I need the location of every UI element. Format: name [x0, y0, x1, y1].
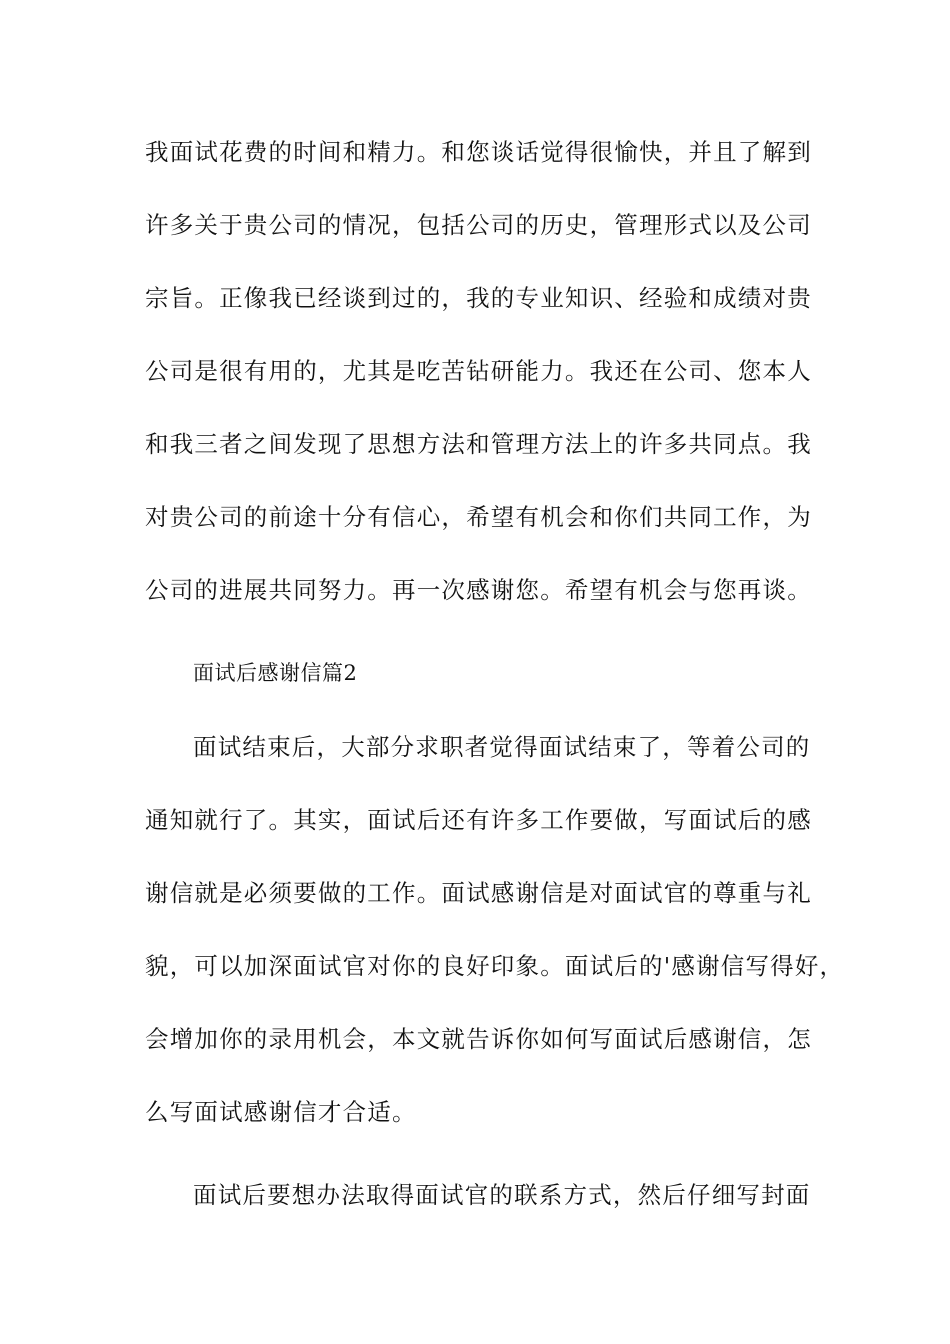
- paragraph-line: 谢信就是必须要做的工作。面试感谢信是对面试官的尊重与礼: [145, 879, 812, 907]
- paragraph-line: 和我三者之间发现了思想方法和管理方法上的许多共同点。我: [145, 430, 812, 458]
- paragraph-line: 公司是很有用的，尤其是吃苦钻研能力。我还在公司、您本人: [145, 357, 812, 385]
- paragraph-line: 通知就行了。其实，面试后还有许多工作要做，写面试后的感: [145, 806, 812, 834]
- paragraph-line: 会增加你的录用机会，本文就告诉你如何写面试后感谢信，怎: [145, 1025, 812, 1053]
- paragraph-line: 我面试花费的时间和精力。和您谈话觉得很愉快，并且了解到: [145, 138, 812, 166]
- paragraph-line: 对贵公司的前途十分有信心，希望有机会和你们共同工作，为: [145, 503, 812, 531]
- paragraph-line: 面试结束后，大部分求职者觉得面试结束了，等着公司的: [193, 733, 811, 761]
- paragraph-line: 么写面试感谢信才合适。: [145, 1098, 417, 1126]
- paragraph-line: 公司的进展共同努力。再一次感谢您。希望有机会与您再谈。: [145, 576, 812, 604]
- paragraph-line: 许多关于贵公司的情况，包括公司的历史，管理形式以及公司: [145, 211, 812, 239]
- paragraph-line: 宗旨。正像我已经谈到过的，我的专业知识、经验和成绩对贵: [145, 284, 812, 312]
- section-heading: 面试后感谢信篇2: [193, 661, 358, 685]
- paragraph-line: 面试后要想办法取得面试官的联系方式，然后仔细写封面: [193, 1181, 811, 1209]
- paragraph-line: 貌，可以加深面试官对你的良好印象。面试后的'感谢信写得好，: [145, 952, 845, 980]
